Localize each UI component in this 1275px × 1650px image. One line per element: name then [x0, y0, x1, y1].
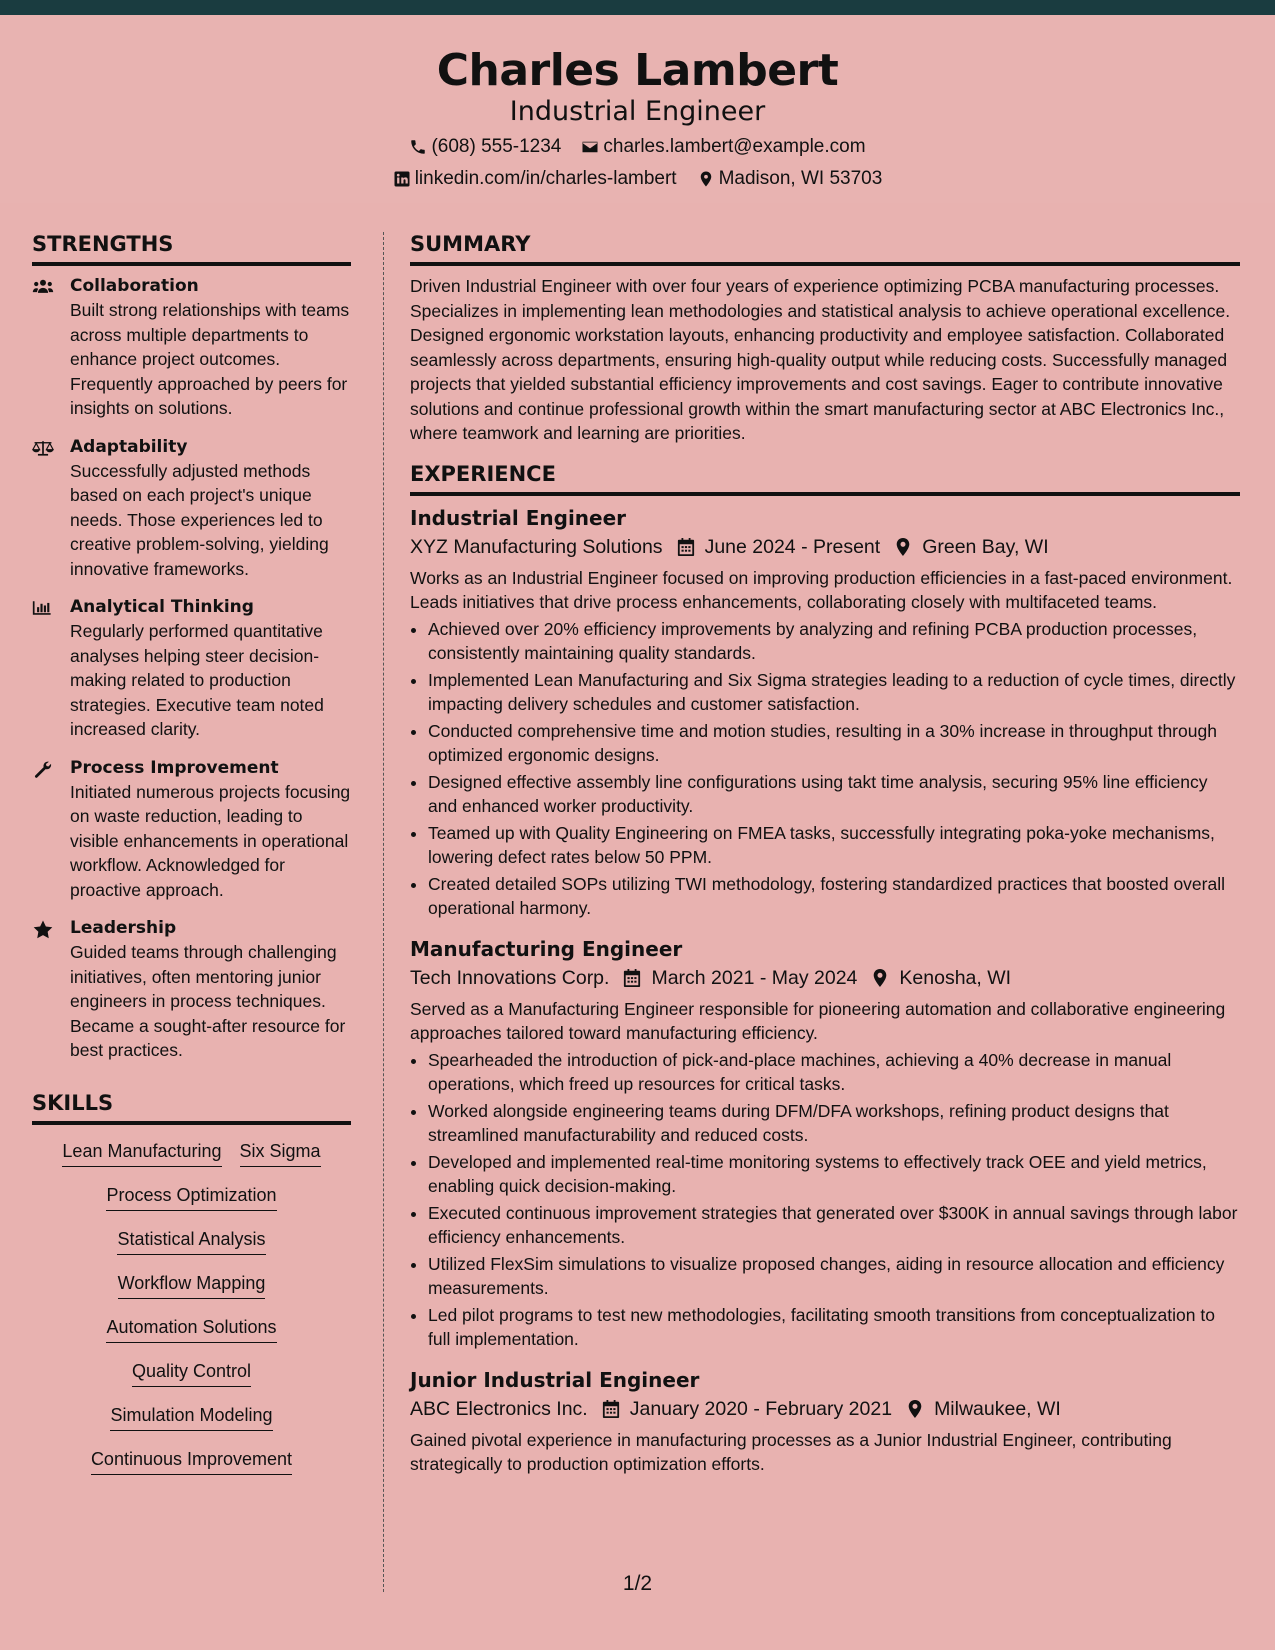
- experience-heading: EXPERIENCE: [410, 460, 1240, 496]
- location-contact: [697, 167, 883, 191]
- strength-desc: Initiated numerous projects focusing on waste reduction, leading to visible enhancements in operational workflow. Acknowledged for proactive approach.: [70, 781, 351, 900]
- users-icon: [32, 277, 54, 297]
- bullet-item: • Created detailed SOPs utilizing TWI methodology, fostering standardized practices that boosted overall operational harmony.: [428, 872, 1240, 921]
- bullet-item: • Spearheaded the introduction of pick-and-place machines, achieving a 40% decrease in manual operations, which freed up resources for critical tasks.: [428, 1048, 1240, 1097]
- job-meta: [410, 1394, 1240, 1424]
- bullet-item: • Teamed up with Quality Engineering on FMEA tasks, successfully integrating poka-yoke mechanisms, lowering defect rates below 50 PPM.: [428, 821, 1240, 870]
- summary-text: Driven Industrial Engineer with over four years of experience optimizing PCBA manufacturing processes. Specializes in implementing lean methodologies and statistical analysis to achieve operational excellence. Designed ergonomic workstation layouts, enhancing productivity and employee satisfaction. Collaborated seamlessly across departments, ensuring high-quality output while reducing costs. Successfully managed projects that yielded substantial efficiency improvements and cost savings. Eager to contribute innovative solutions and continue professional growth within the smart manufacturing sector at ABC Electronics Inc., where teamwork and learning are priorities.: [410, 276, 1231, 443]
- calendar-icon: [623, 968, 641, 988]
- bullet-item: • Implemented Lean Manufacturing and Six Sigma strategies leading to a reduction of cycle times, directly impacting delivery schedules and customer satisfaction.: [428, 668, 1240, 717]
- job-entry: [410, 935, 1240, 1352]
- strength-desc: Built strong relationships with teams across multiple departments to enhance project outcomes. Frequently approached by peers for insights on solutions.: [70, 300, 350, 418]
- job-meta: [410, 532, 1240, 562]
- column-divider: [383, 232, 384, 1592]
- skill-tag: Process Optimization: [106, 1183, 276, 1211]
- page-number: 1/2: [622, 1572, 653, 1595]
- job-meta: [410, 963, 1240, 993]
- wrench-icon: [32, 759, 54, 779]
- email-contact[interactable]: [581, 135, 865, 159]
- strength-item: [32, 435, 351, 582]
- job-description: Served as a Manufacturing Engineer responsible for pioneering automation and collaborative engineering approaches tailored toward manufacturing efficiency.: [410, 998, 1226, 1043]
- phone-contact[interactable]: [409, 135, 561, 159]
- linkedin-icon: [393, 170, 411, 188]
- right-column: [410, 230, 1240, 1477]
- strength-item: [32, 756, 351, 903]
- map-marker-icon: [871, 968, 889, 988]
- map-marker-icon: [697, 170, 715, 188]
- calendar-icon: [602, 1399, 620, 1419]
- job-bullets: [410, 617, 1240, 921]
- calendar-icon: [677, 537, 695, 557]
- linkedin-contact[interactable]: [393, 167, 677, 191]
- job-dates: March 2021 - May 2024: [651, 966, 858, 989]
- job-location: Milwaukee, WI: [934, 1397, 1061, 1420]
- map-marker-icon: [906, 1399, 924, 1419]
- bullet-item: • Designed effective assembly line configurations using takt time analysis, securing 95% line efficiency and enhanced worker productivity.: [428, 770, 1240, 819]
- bullet-item: • Worked alongside engineering teams during DFM/DFA workshops, refining product designs that streamlined manufacturability and reduced costs.: [428, 1099, 1240, 1148]
- strength-title: Collaboration: [70, 276, 199, 296]
- top-accent-bar: [0, 0, 1275, 15]
- job-company: Tech Innovations Corp.: [410, 966, 610, 989]
- skill-tag: Lean Manufacturing: [62, 1139, 221, 1167]
- skills-list: [32, 1133, 351, 1491]
- job-bullets: [410, 1048, 1240, 1352]
- strength-item: [32, 274, 351, 421]
- envelope-icon: [581, 138, 599, 156]
- star-icon: [32, 919, 54, 939]
- strength-desc: Guided teams through challenging initiatives, often mentoring junior engineers in process techniques. Became a sought-after resource for best practices.: [70, 942, 346, 1060]
- job-location: Kenosha, WI: [899, 966, 1012, 989]
- candidate-title: Industrial Engineer: [509, 96, 766, 127]
- skill-tag: Simulation Modeling: [110, 1403, 272, 1431]
- email-text: charles.lambert@example.com: [603, 136, 866, 157]
- skill-tag: Automation Solutions: [106, 1315, 276, 1343]
- map-marker-icon: [894, 537, 912, 557]
- strength-desc: Regularly performed quantitative analyses helping steer decision-making related to production strategies. Executive team noted increased clarity.: [70, 621, 324, 739]
- job-company: XYZ Manufacturing Solutions: [410, 535, 663, 558]
- bullet-item: • Developed and implemented real-time monitoring systems to effectively track OEE and yield metrics, enabling quick decision-making.: [428, 1150, 1240, 1199]
- skill-tag: Statistical Analysis: [117, 1227, 265, 1255]
- experience-list: [410, 504, 1240, 1477]
- summary-heading: SUMMARY: [410, 230, 1240, 266]
- job-dates: January 2020 - February 2021: [629, 1397, 893, 1420]
- candidate-name: Charles Lambert: [436, 45, 839, 96]
- strength-title: Leadership: [70, 918, 177, 938]
- job-description: Works as an Industrial Engineer focused on improving production efficiencies in a fast-paced environment. Leads initiatives that drive process enhancements, collaborating closely with multifaceted teams.: [410, 567, 1233, 612]
- job-company: ABC Electronics Inc.: [410, 1397, 588, 1420]
- job-title: Industrial Engineer: [410, 505, 627, 530]
- left-column: [32, 230, 351, 1491]
- job-entry: [410, 1366, 1240, 1477]
- strength-item: [32, 916, 351, 1063]
- balance-scale-icon: [32, 438, 54, 458]
- strengths-heading: STRENGTHS: [32, 230, 351, 266]
- phone-icon: [409, 138, 427, 156]
- job-title: Junior Industrial Engineer: [410, 1367, 700, 1392]
- skill-tag: Workflow Mapping: [118, 1271, 266, 1299]
- strength-title: Adaptability: [70, 436, 188, 457]
- bullet-item: • Led pilot programs to test new methodologies, facilitating smooth transitions from conceptualization to full implementation.: [428, 1303, 1240, 1352]
- bullet-item: • Achieved over 20% efficiency improvements by analyzing and refining PCBA production processes, consistently maintaining quality standards.: [428, 617, 1240, 666]
- skill-tag: Continuous Improvement: [91, 1447, 292, 1475]
- strength-desc: Successfully adjusted methods based on each project's unique needs. Those experiences led to creative problem-solving, yielding innovative frameworks.: [70, 460, 329, 579]
- strength-title: Analytical Thinking: [70, 597, 254, 617]
- strength-item: [32, 595, 351, 742]
- phone-text: (608) 555-1234: [431, 136, 562, 157]
- contact-row-1: [0, 135, 1275, 159]
- bullet-item: • Conducted comprehensive time and motion studies, resulting in a 30% increase in throughput through optimized ergonomic designs.: [428, 719, 1240, 768]
- skill-tag: Quality Control: [132, 1359, 251, 1387]
- skill-tag: Six Sigma: [240, 1139, 321, 1167]
- bar-chart-icon: [32, 598, 54, 618]
- job-location: Green Bay, WI: [922, 535, 1049, 558]
- location-text: Madison, WI 53703: [718, 168, 883, 189]
- bullet-item: • Executed continuous improvement strategies that generated over $300K in annual savings through labor efficiency enhancements.: [428, 1201, 1240, 1250]
- resume-header: [0, 15, 1275, 203]
- job-entry: [410, 504, 1240, 921]
- job-title: Manufacturing Engineer: [410, 936, 683, 961]
- bullet-item: • Utilized FlexSim simulations to visualize proposed changes, aiding in resource allocation and efficiency measurements.: [428, 1252, 1240, 1301]
- strength-title: Process Improvement: [70, 757, 279, 778]
- job-description: Gained pivotal experience in manufacturing processes as a Junior Industrial Engineer, contributing strategically to production optimization efforts.: [410, 1429, 1172, 1474]
- job-dates: June 2024 - Present: [704, 535, 881, 558]
- contact-row-2: [0, 167, 1275, 191]
- skills-heading: SKILLS: [32, 1089, 351, 1125]
- linkedin-text: linkedin.com/in/charles-lambert: [414, 168, 677, 189]
